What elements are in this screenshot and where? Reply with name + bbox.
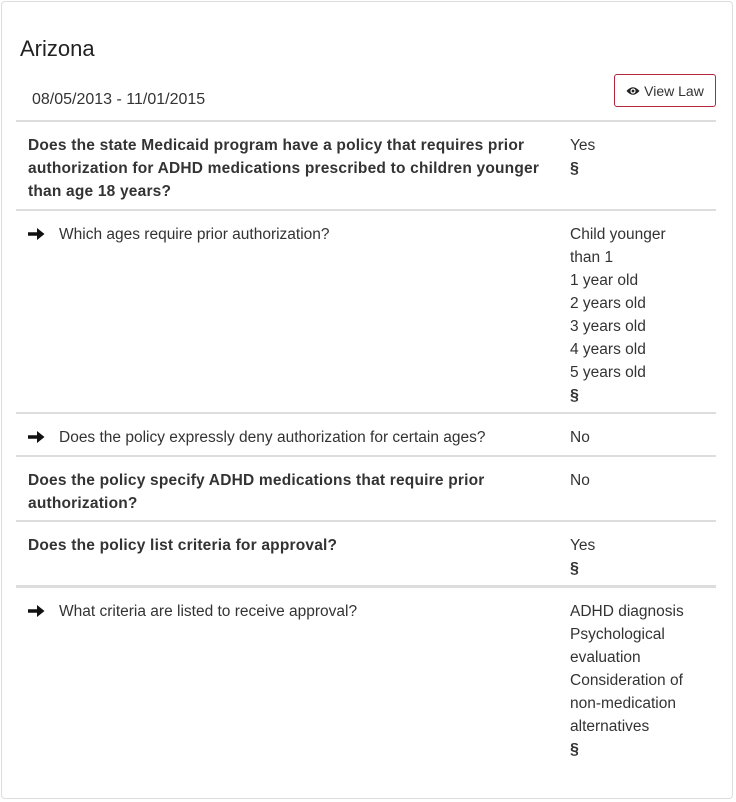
answer-cell: [570, 134, 710, 180]
answer-line: 2 years old: [570, 295, 646, 312]
answer-cell: [570, 534, 710, 580]
eye-icon: [626, 86, 640, 96]
answer-line: alternatives: [570, 718, 650, 735]
answer-line: ADHD diagnosis: [570, 603, 684, 620]
arrow-right-icon: [28, 430, 45, 444]
answer-line: Yes: [570, 137, 596, 154]
answer-line: Yes: [570, 537, 596, 554]
table-row: [16, 209, 716, 412]
sub-question: [28, 600, 558, 623]
answer-line: 4 years old: [570, 341, 646, 358]
view-law-button[interactable]: [614, 74, 716, 107]
answer-line: non-medication: [570, 695, 676, 712]
citation-link[interactable]: §: [570, 560, 579, 577]
table-row: [16, 120, 716, 209]
answer-line: No: [570, 429, 590, 446]
answer-cell: [570, 600, 710, 761]
answer-line: evaluation: [570, 649, 641, 666]
answer-cell: [570, 426, 710, 449]
answer-line: 1 year old: [570, 272, 639, 289]
answer-line: Consideration of: [570, 672, 683, 689]
sub-question: [28, 426, 558, 449]
table-row: [16, 455, 716, 520]
citation-link[interactable]: §: [570, 387, 579, 404]
table-row: [16, 585, 716, 775]
arrow-right-icon: [28, 227, 45, 241]
table-row: [16, 520, 716, 585]
view-law-label: View Law: [644, 82, 704, 99]
answer-line: 5 years old: [570, 364, 646, 381]
question-text: Does the state Medicaid program have a policy that requires prior authorization for ADHD medications prescribed to children younger than age 18 years?: [28, 137, 540, 200]
answer-line: No: [570, 472, 590, 489]
table-row: [16, 412, 716, 455]
citation-link[interactable]: §: [570, 160, 579, 177]
answer-line: Child younger: [570, 226, 666, 243]
question-text: Which ages require prior authorization?: [59, 226, 330, 243]
question-text: Does the policy specify ADHD medications that require prior authorization?: [28, 472, 485, 512]
policy-table: [16, 120, 716, 775]
answer-line: 3 years old: [570, 318, 646, 335]
citation-link[interactable]: §: [570, 741, 579, 758]
arrow-right-icon: [28, 604, 45, 618]
answer-cell: [570, 223, 710, 407]
answer-cell: [570, 469, 710, 492]
state-title: Arizona: [20, 36, 95, 61]
question-text: Does the policy expressly deny authorization for certain ages?: [59, 429, 486, 446]
sub-question: [28, 223, 558, 246]
question-text: Does the policy list criteria for approval?: [28, 537, 338, 554]
answer-line: than 1: [570, 249, 614, 266]
question-text: What criteria are listed to receive approval?: [59, 603, 358, 620]
answer-line: Psychological: [570, 626, 665, 643]
date-range: 08/05/2013 - 11/01/2015: [32, 91, 206, 108]
